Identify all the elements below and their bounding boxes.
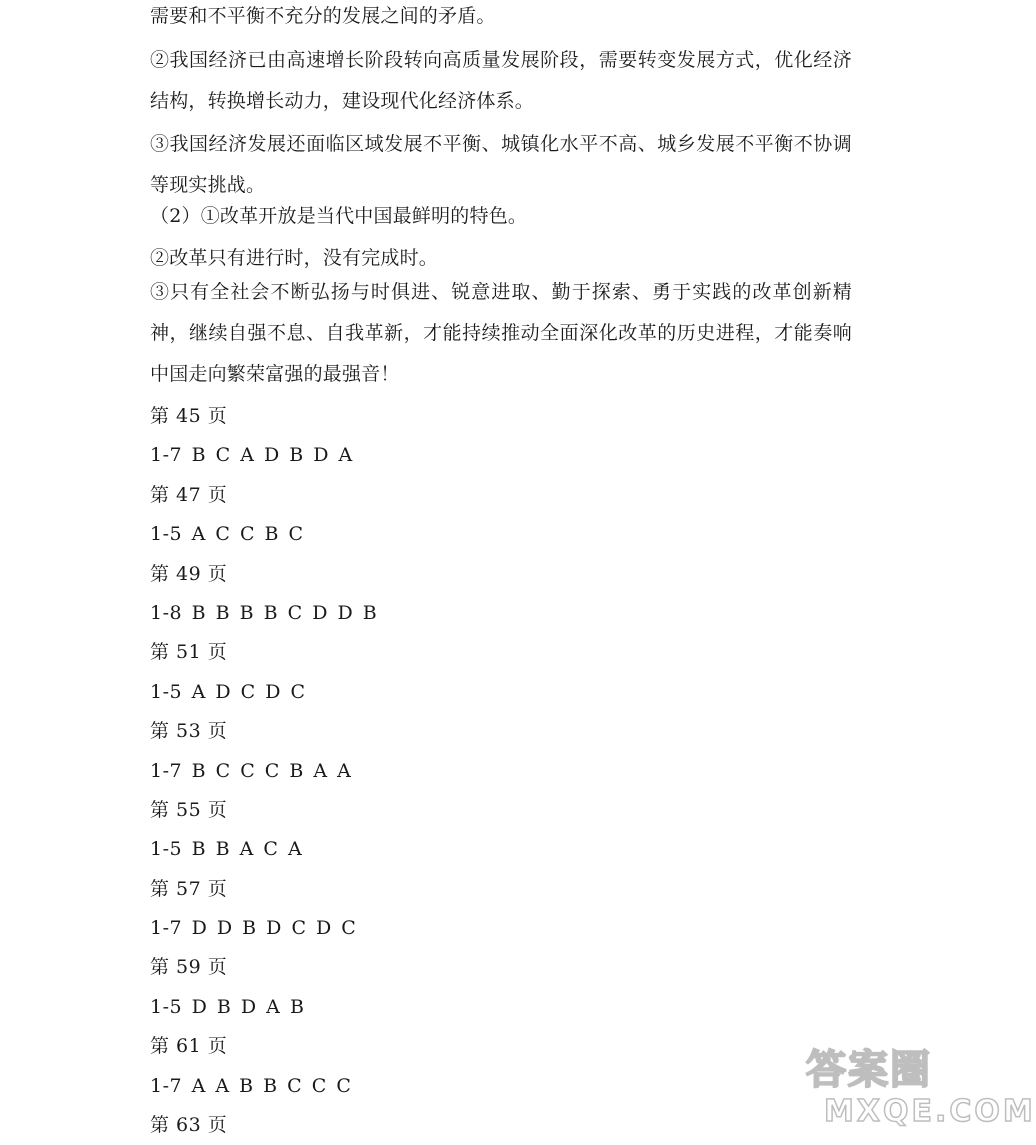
site-watermark xyxy=(796,1036,1036,1136)
paragraph-reform-feature: （2）①改革开放是当代中国最鲜明的特色。 xyxy=(150,205,528,227)
page-heading: 第 51 页 xyxy=(150,641,228,664)
answer-keys: 1-5 B B A C A xyxy=(150,838,303,861)
page-heading: 第 45 页 xyxy=(150,405,228,427)
page-heading: 第 47 页 xyxy=(150,483,228,506)
paragraph-reform-ongoing: ②改革只有进行时，没有完成时。 xyxy=(150,247,439,269)
page-heading: 第 61 页 xyxy=(150,1035,228,1058)
page-heading: 第 55 页 xyxy=(150,798,228,821)
answer-keys: 1-5 A D C D C xyxy=(150,680,306,703)
answer-keys: 1-8 B B B B C D D B xyxy=(150,601,378,624)
page-heading: 第 49 页 xyxy=(150,562,228,585)
paragraph-reform-spirit: ③只有全社会不断弘扬与时俱进、锐意进取、勤于探索、勇于实践的改革创新精神，继续自强不息、自我革新，才能持续推动全面深化改革的历史进程，才能奏响中国走向繁荣富强的最强音！ xyxy=(150,281,852,385)
paragraph-economy-stage: ②我国经济已由高速增长阶段转向高质量发展阶段，需要转变发展方式，优化经济结构，转换增长动力，建设现代化经济体系。 xyxy=(150,49,852,112)
answer-keys: 1-7 D D B D C D C xyxy=(150,917,357,940)
page-heading: 第 53 页 xyxy=(150,720,228,743)
answer-keys: 1-5 D B D A B xyxy=(150,995,305,1018)
watermark-url: MXQE.COM xyxy=(824,1094,1036,1129)
paragraph-contradiction: 需要和不平衡不充分的发展之间的矛盾。 xyxy=(150,5,496,27)
answer-keys: 1-7 B C C C B A A xyxy=(150,759,352,782)
answer-keys: 1-5 A C C B C xyxy=(150,523,304,546)
answer-keys: 1-7 B C A D B D A xyxy=(150,444,353,467)
watermark-logo-text: 答案圈 xyxy=(806,1047,932,1093)
page-heading: 第 57 页 xyxy=(150,877,228,900)
paragraph-economy-challenges: ③我国经济发展还面临区域发展不平衡、城镇化水平不高、城乡发展不平衡不协调等现实挑战。 xyxy=(150,133,852,196)
answer-key-list xyxy=(150,397,650,1145)
page-heading: 第 59 页 xyxy=(150,956,228,979)
answer-keys: 1-7 A A B B C C C xyxy=(150,1074,352,1097)
page-heading: 第 63 页 xyxy=(150,1114,228,1137)
